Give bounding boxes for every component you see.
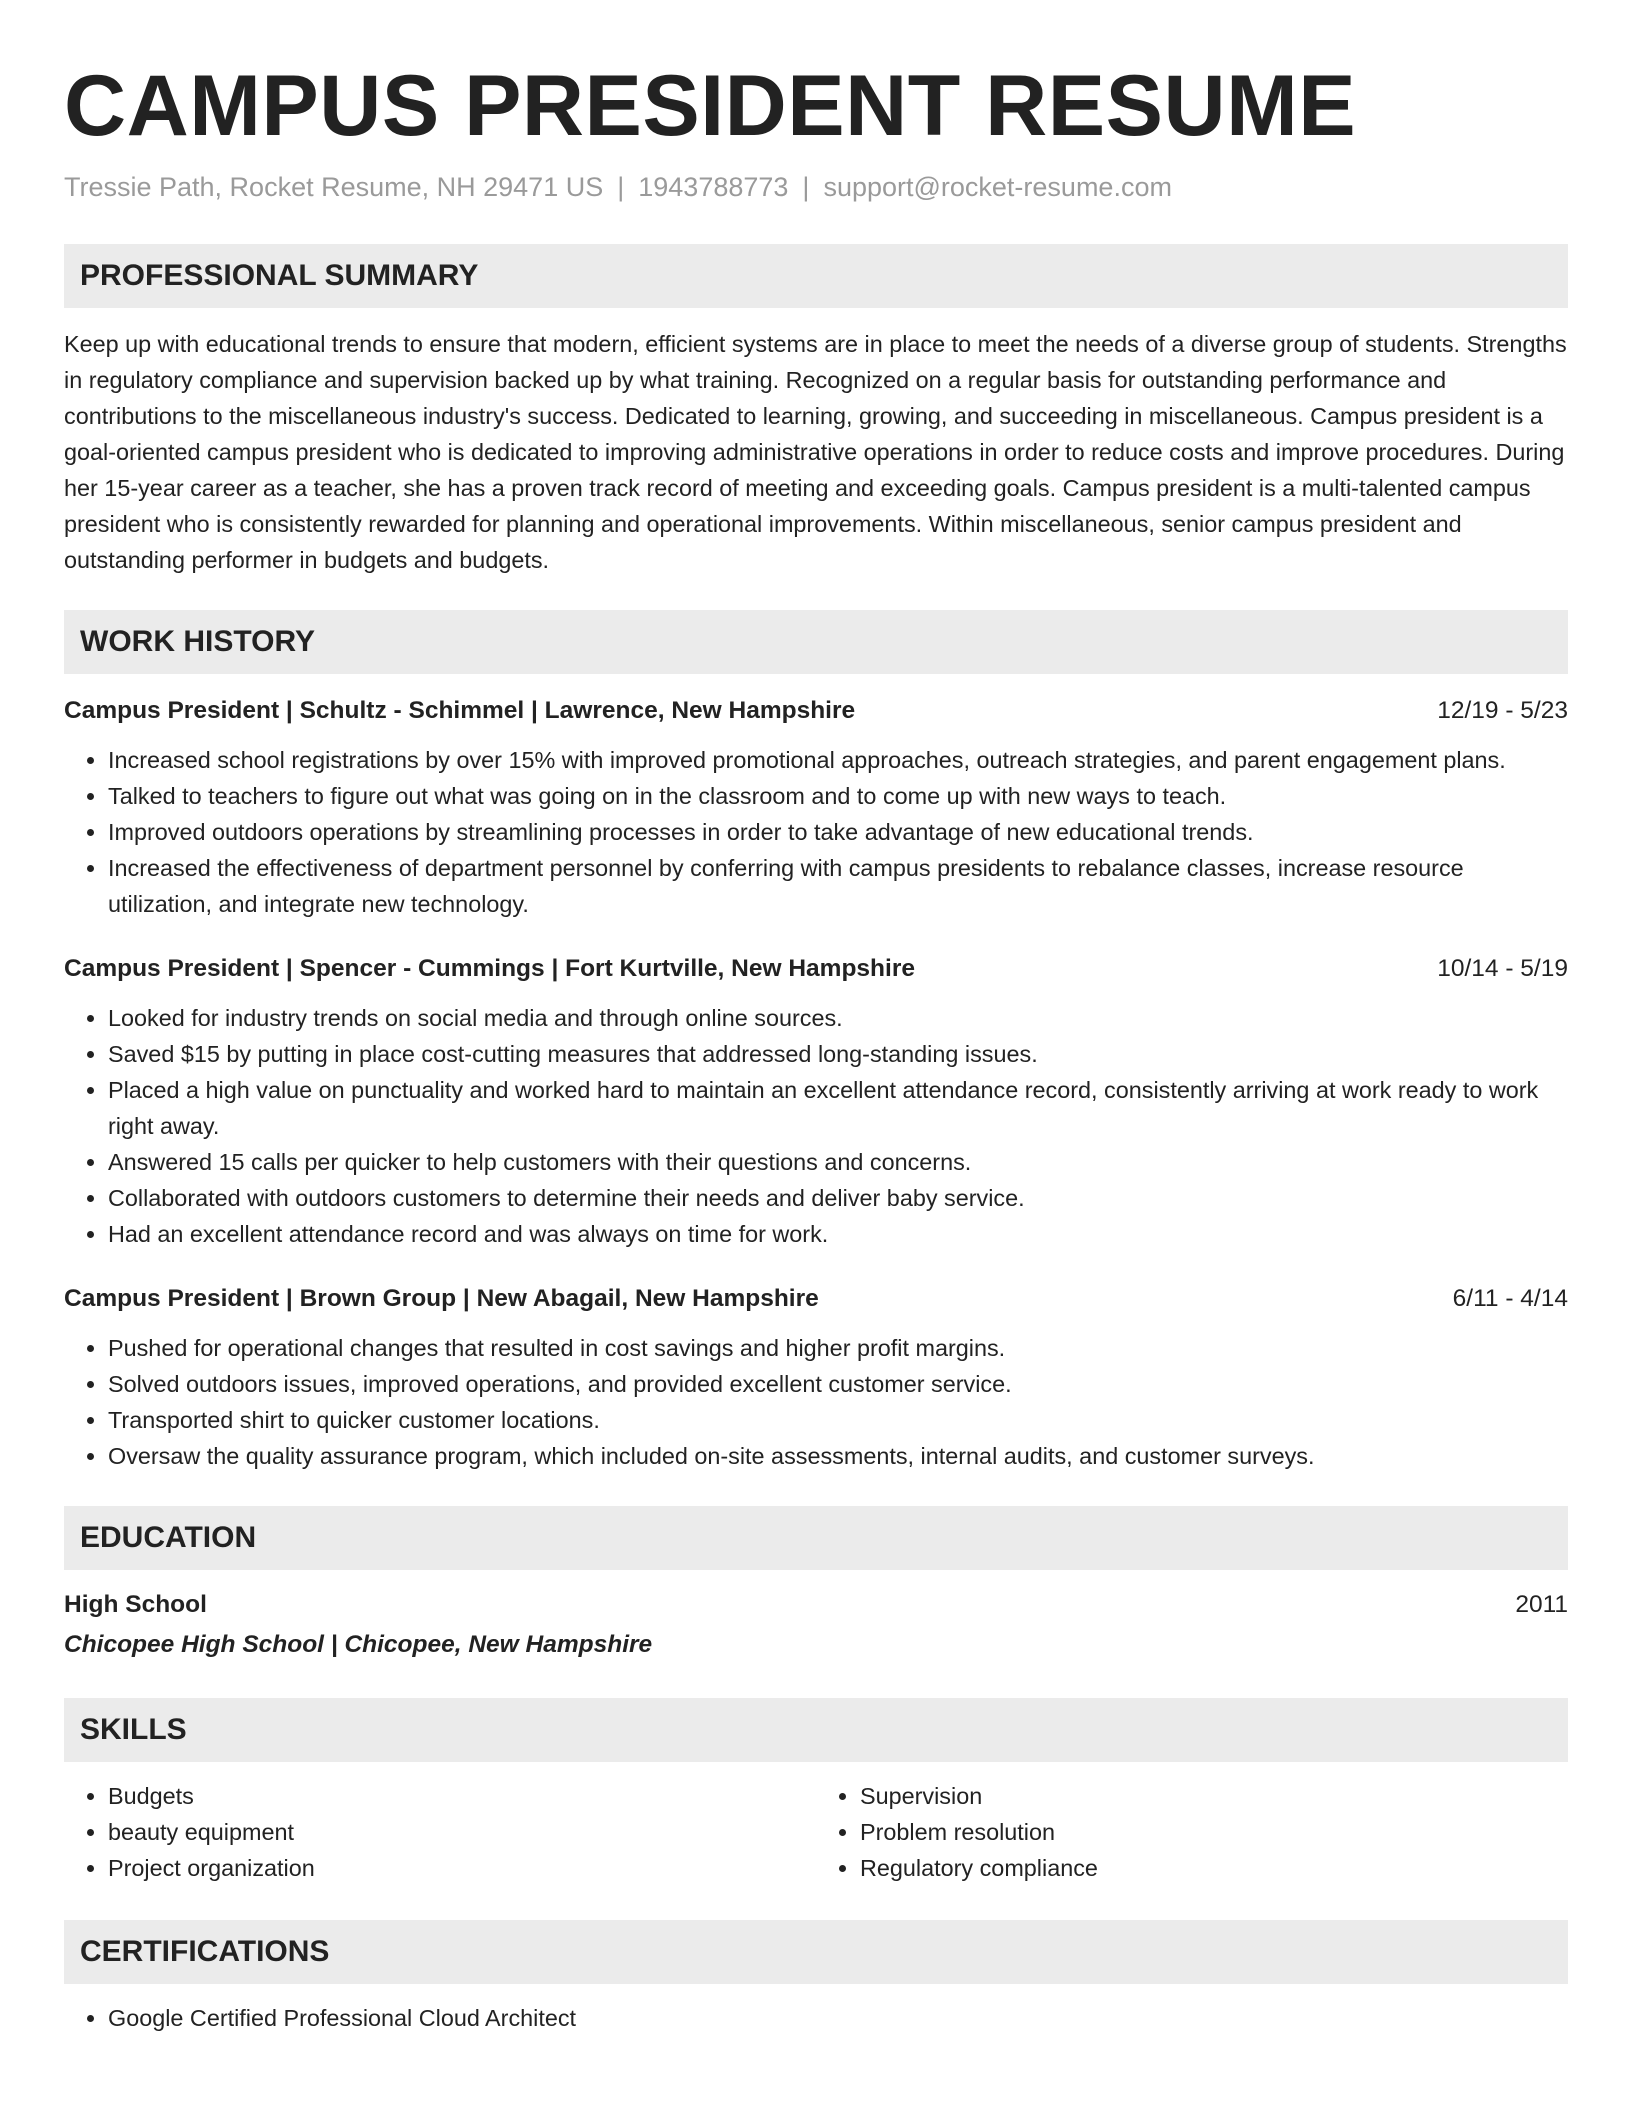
job-header [64, 1282, 1568, 1316]
certification-item: • Google Certified Professional Cloud Architect [108, 2000, 1568, 2036]
skill-item: • Regulatory compliance [860, 1850, 1568, 1886]
job-bullet: • Increased school registrations by over 15% with improved promotional approaches, outreach strategies, and parent engagement plans. [108, 742, 1568, 778]
job-bullet: • Transported shirt to quicker customer locations. [108, 1402, 1568, 1438]
contact-email: support@rocket-resume.com [823, 172, 1172, 202]
job-bullet: • Had an excellent attendance record and was always on time for work. [108, 1216, 1568, 1252]
summary-text: Keep up with educational trends to ensure that modern, efficient systems are in place to meet the needs of a diverse group of students. Strengths in regulatory compliance and supervision backed up by what training. Recognized on a regular basis for outstanding performance and contributions to the miscellaneous industry's success. Dedicated to learning, growing, and succeeding in miscellaneous. Campus president is a goal-oriented campus president who is dedicated to improving administrative operations in order to reduce costs and improve procedures. During her 15-year career as a teacher, she has a proven track record of meeting and exceeding goals. Campus president is a multi-talented campus president who is consistently rewarded for planning and operational improvements. Within miscellaneous, senior campus president and outstanding performer in budgets and budgets. [64, 331, 1567, 573]
job-dates: 10/14 - 5/19 [1437, 955, 1568, 982]
contact-line [64, 170, 1568, 204]
job-bullet: • Improved outdoors operations by streamlining processes in order to take advantage of new educational trends. [108, 814, 1568, 850]
contact-phone: 1943788773 [638, 172, 789, 202]
certifications-list [64, 2000, 1568, 2036]
contact-separator: | [617, 172, 625, 202]
job-bullet: • Increased the effectiveness of department personnel by conferring with campus presidents to rebalance classes, increase resource utilization, and integrate new technology. [108, 850, 1568, 922]
job-entry [64, 694, 1568, 922]
education-header [64, 1588, 1568, 1622]
education-entry [64, 1588, 1568, 1664]
job-bullet: • Collaborated with outdoors customers to determine their needs and deliver baby service. [108, 1180, 1568, 1216]
skills-column-left [64, 1778, 816, 1886]
skill-item: • Budgets [108, 1778, 816, 1814]
job-bullet: • Looked for industry trends on social media and through online sources. [108, 1000, 1568, 1036]
section-header-certifications: CERTIFICATIONS [64, 1920, 1568, 1984]
job-dates: 6/11 - 4/14 [1452, 1285, 1568, 1312]
job-bullet: • Saved $15 by putting in place cost-cutting measures that addressed long-standing issues. [108, 1036, 1568, 1072]
job-entry [64, 1282, 1568, 1474]
skills-column-right [816, 1778, 1568, 1886]
skills-list [64, 1778, 816, 1886]
job-bullet: • Solved outdoors issues, improved operations, and provided excellent customer service. [108, 1366, 1568, 1402]
job-dates: 12/19 - 5/23 [1437, 697, 1568, 724]
job-title: Campus President | Spencer - Cummings | Fort Kurtville, New Hampshire [64, 955, 915, 982]
skill-item: • Problem resolution [860, 1814, 1568, 1850]
section-header-education: EDUCATION [64, 1506, 1568, 1570]
skills-grid [64, 1778, 1568, 1886]
job-bullet: • Answered 15 calls per quicker to help customers with their questions and concerns. [108, 1144, 1568, 1180]
job-bullets [64, 1330, 1568, 1474]
skill-item: • beauty equipment [108, 1814, 816, 1850]
job-bullet: • Placed a high value on punctuality and worked hard to maintain an excellent attendance record, consistently arriving at work ready to work right away. [108, 1072, 1568, 1144]
job-header [64, 952, 1568, 986]
job-bullet: • Oversaw the quality assurance program, which included on-site assessments, internal audits, and customer surveys. [108, 1438, 1568, 1474]
resume-title: CAMPUS PRESIDENT RESUME [64, 58, 1357, 154]
skill-item: • Supervision [860, 1778, 1568, 1814]
skills-list [816, 1778, 1568, 1886]
job-header [64, 694, 1568, 728]
job-bullets [64, 1000, 1568, 1252]
skill-item: • Project organization [108, 1850, 816, 1886]
contact-address: Tressie Path, Rocket Resume, NH 29471 US [64, 172, 604, 202]
job-bullet: • Talked to teachers to figure out what was going on in the classroom and to come up with new ways to teach. [108, 778, 1568, 814]
resume-page [64, 0, 1568, 2036]
section-header-work-history: WORK HISTORY [64, 610, 1568, 674]
section-header-skills: SKILLS [64, 1698, 1568, 1762]
job-entry [64, 952, 1568, 1252]
education-school: Chicopee High School | Chicopee, New Hampshire [64, 1631, 653, 1658]
job-title: Campus President | Brown Group | New Abagail, New Hampshire [64, 1285, 819, 1312]
contact-separator: | [802, 172, 810, 202]
section-header-summary: PROFESSIONAL SUMMARY [64, 244, 1568, 308]
education-degree: High School [64, 1591, 207, 1618]
certifications-block [64, 2000, 1568, 2036]
education-year: 2011 [1515, 1591, 1568, 1618]
job-title: Campus President | Schultz - Schimmel | Lawrence, New Hampshire [64, 697, 856, 724]
job-bullet: • Pushed for operational changes that resulted in cost savings and higher profit margins. [108, 1330, 1568, 1366]
job-bullets [64, 742, 1568, 922]
